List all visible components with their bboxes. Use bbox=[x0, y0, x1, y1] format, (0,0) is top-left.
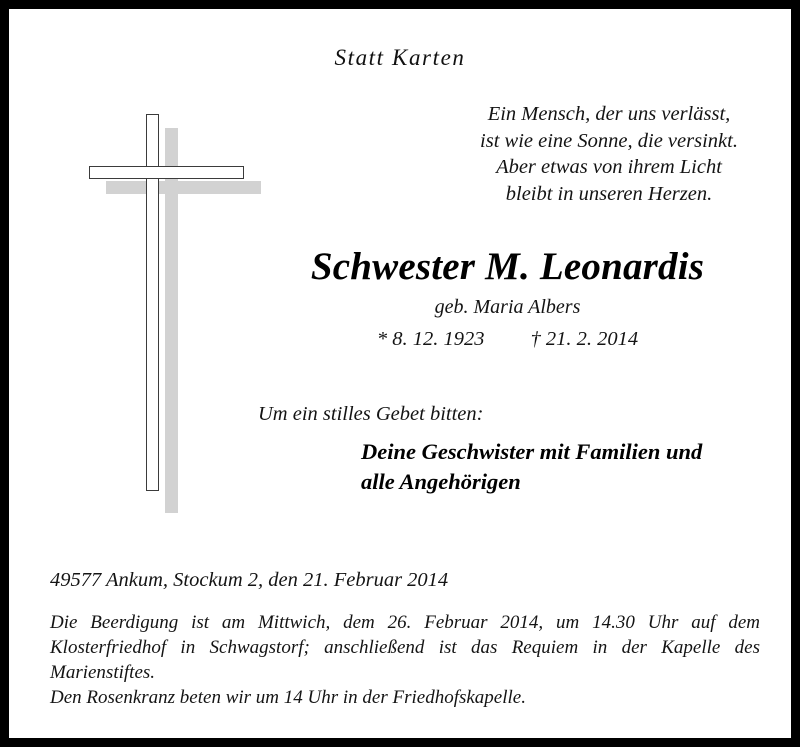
mourners-line: Deine Geschwister mit Familien und bbox=[361, 439, 703, 464]
prayer-request-lead: Um ein stilles Gebet bitten: bbox=[258, 403, 484, 425]
place-and-date: 49577 Ankum, Stockum 2, den 21. Februar 2014 bbox=[50, 569, 449, 591]
cross-shadow-horizontal bbox=[106, 181, 261, 194]
mourners-line: alle Angehörigen bbox=[361, 469, 521, 494]
date-of-birth: * 8. 12. 1923 bbox=[376, 328, 485, 350]
date-of-death: † 21. 2. 2014 bbox=[530, 328, 639, 350]
poem-line: bleibt in unseren Herzen. bbox=[505, 182, 713, 205]
deceased-birth-name: geb. Maria Albers bbox=[434, 296, 581, 318]
memorial-poem bbox=[429, 101, 789, 207]
deceased-identity-block bbox=[224, 245, 791, 351]
poem-line: Aber etwas von ihrem Licht bbox=[496, 156, 722, 178]
mourners-block bbox=[361, 437, 781, 497]
funeral-service-details: Die Beerdigung ist am Mittwich, dem 26. Februar 2014, um 14.30 Uhr auf dem Klosterfriedhof in Schwagstorf; anschließend ist das Requiem in der Kapelle des Marienstiftes. bbox=[50, 612, 760, 683]
notice-canvas bbox=[9, 9, 791, 738]
cross-joint bbox=[148, 168, 158, 178]
poem-line: ist wie eine Sonne, die versinkt. bbox=[480, 129, 738, 152]
notice-header: Statt Karten bbox=[334, 45, 466, 70]
cross-beam-horizontal bbox=[89, 166, 244, 179]
rosary-details: Den Rosenkranz beten wir um 14 Uhr in der Friedhofskapelle. bbox=[50, 687, 526, 708]
life-dates bbox=[224, 327, 791, 351]
deceased-name: Schwester M. Leonardis bbox=[310, 245, 705, 288]
poem-line: Ein Mensch, der uns verlässt, bbox=[487, 103, 731, 125]
